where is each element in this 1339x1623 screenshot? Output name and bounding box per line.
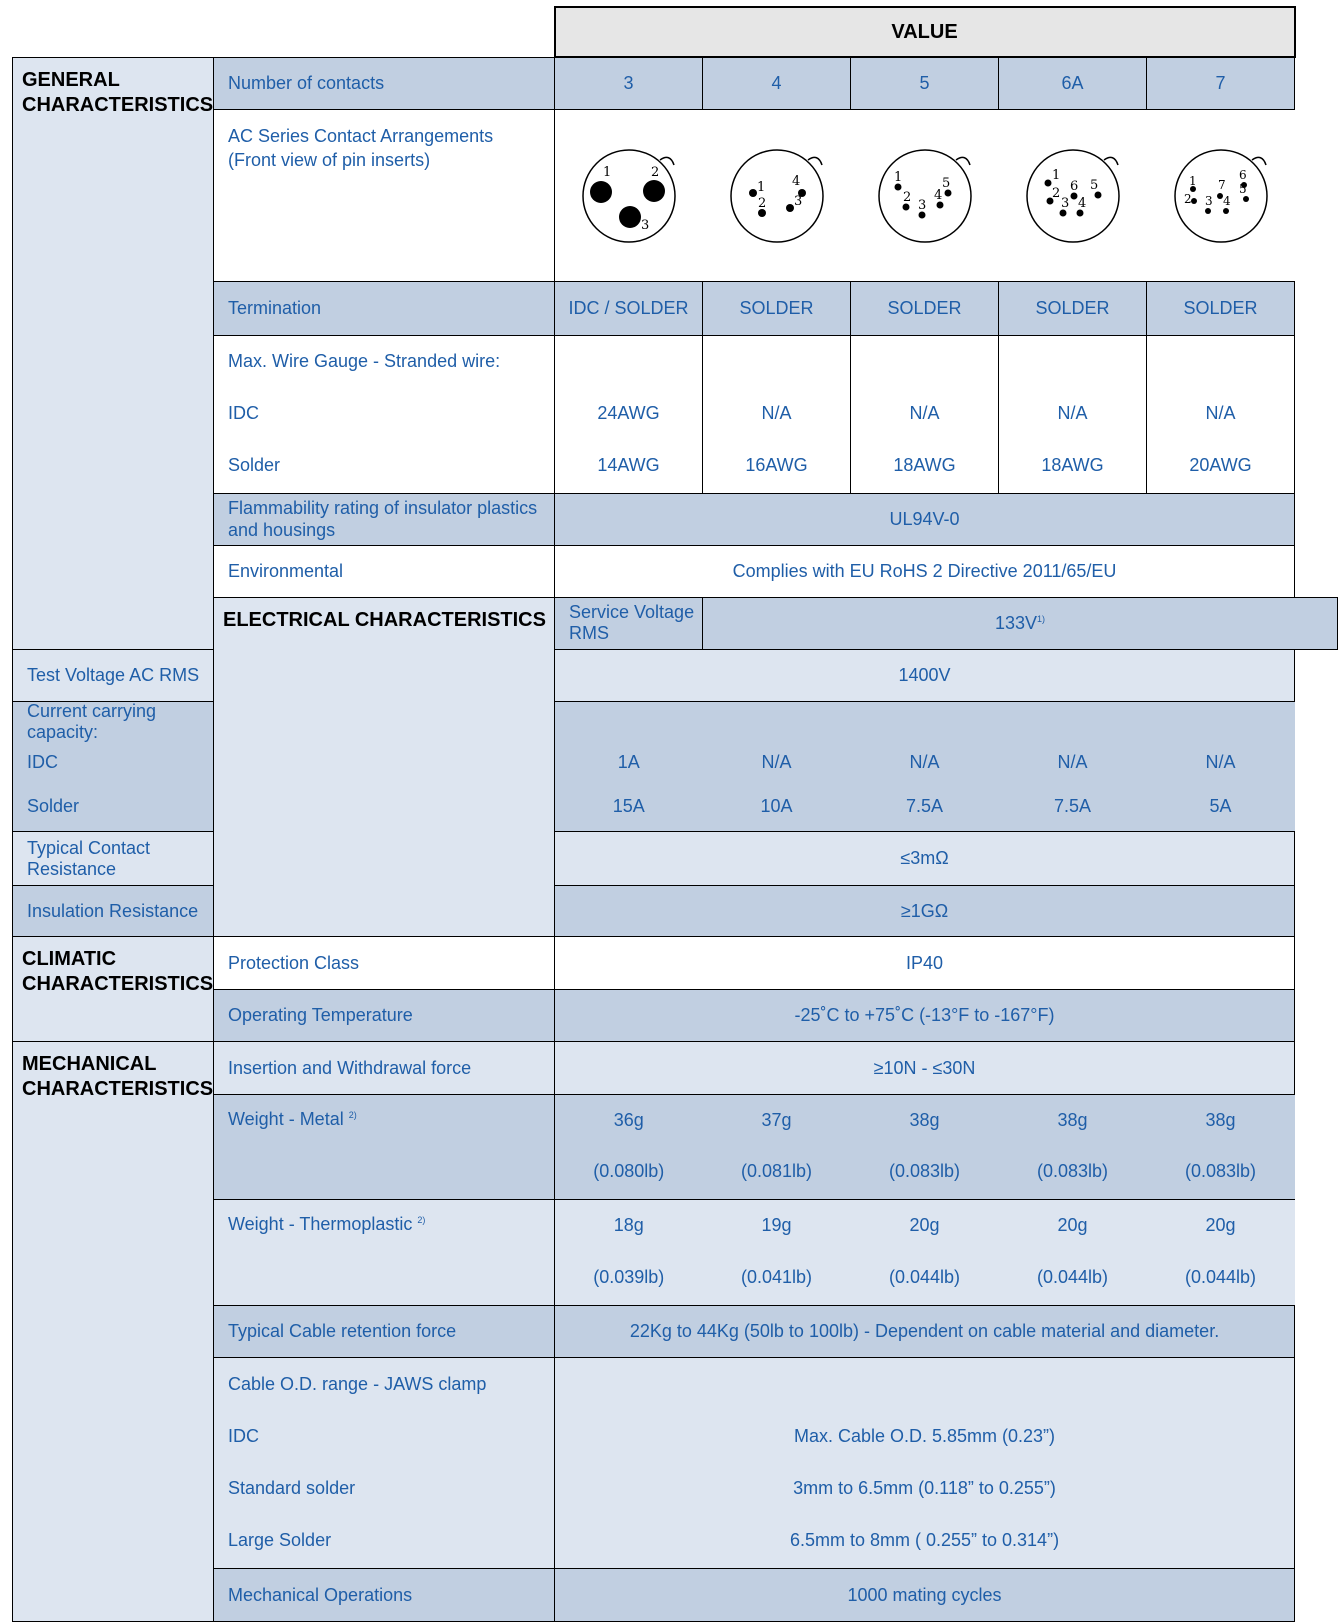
pin-label: 2 [650,164,660,180]
pin-label: 1 [1188,173,1197,188]
weight-metal-label: Weight - Metal [228,1108,344,1129]
pin-label: 4 [1077,195,1086,211]
weight-thermo-lb: (0.041lb) [740,1267,813,1288]
pin-label: 5 [1089,177,1098,193]
pin-label: 6 [1069,178,1078,194]
cable-od-idc-label: IDC [228,1425,259,1446]
cable-od-std-label: Standard solder [228,1477,356,1498]
connector-7-pin-diagram [1166,141,1276,251]
row-protection [13,937,1338,990]
current-solder-value: 7.5A [1053,795,1092,816]
termination-value: SOLDER [1147,282,1295,336]
cable-retention-value: 22Kg to 44Kg (50lb to 100lb) - Dependent on cable material and diameter. [555,1305,1295,1358]
pin-label: 2 [757,195,766,211]
contacts-value: 7 [1147,57,1295,110]
row-current [13,702,1338,832]
weight-thermo-label-cell [214,1199,555,1305]
current-cell [999,702,1147,832]
current-solder-value: 5A [1209,795,1232,816]
cable-od-idc-value: Max. Cable O.D. 5.85mm (0.23”) [793,1425,1056,1446]
current-idc-value: N/A [1205,751,1236,772]
operating-temp-label: Operating Temperature [214,989,555,1042]
pin-label: 5 [941,175,950,191]
cable-od-large-value: 6.5mm to 8mm ( 0.255” to 0.314”) [789,1529,1060,1550]
footnote-2: 2) [348,1109,357,1120]
weight-metal-lb: (0.083lb) [1036,1161,1109,1182]
flammability-label [214,494,555,545]
service-voltage-label: Service Voltage RMS [555,598,703,649]
wire-gauge-cell [555,335,703,494]
cable-od-std-value: 3mm to 6.5mm (0.118” to 0.255”) [793,1477,1056,1498]
operating-temp-value: -25˚C to +75˚C (-13°F to -167°F) [555,989,1295,1042]
wire-gauge-solder-value: 14AWG [597,455,660,476]
wire-gauge-idc-label: IDC [228,403,259,424]
wire-gauge-idc-value: N/A [1057,403,1088,424]
wire-gauge-idc-value: 24AWG [597,403,660,424]
wire-gauge-solder-value: 20AWG [1189,455,1252,476]
current-solder-value: 15A [612,795,645,816]
row-insertion [13,1042,1338,1095]
environmental-value: Complies with EU RoHS 2 Directive 2011/65/EU [555,545,1295,598]
section-general: GENERAL CHARACTERISTICS [13,57,214,649]
weight-thermo-cell [703,1199,851,1305]
insulation-value: ≥1GΩ [555,885,1295,936]
weight-thermo-g: 18g [613,1215,644,1236]
current-solder-value: 10A [760,795,793,816]
row-contacts [13,57,1338,110]
weight-thermo-cell [1147,1199,1295,1305]
current-cell [703,702,851,832]
weight-thermo-g: 20g [1057,1215,1088,1236]
weight-thermo-cell [555,1199,703,1305]
weight-metal-g: 38g [1205,1109,1236,1130]
protection-value: IP40 [555,937,1295,990]
wire-gauge-cell [1147,335,1295,494]
pin-label: 5 [1238,181,1247,196]
pin-label: 3 [640,217,650,233]
flammability-label-line2: and housings [228,520,336,541]
section-mechanical: MECHANICAL CHARACTERISTICS [13,1042,214,1622]
header-blank [13,7,555,57]
mech-ops-value: 1000 mating cycles [555,1569,1295,1622]
weight-metal-g: 38g [909,1109,940,1130]
wire-gauge-idc-value: N/A [761,403,792,424]
contacts-value: 4 [703,57,851,110]
pin-label: 2 [1051,185,1060,201]
weight-metal-cell [999,1094,1147,1199]
weight-metal-cell [555,1094,703,1199]
pin-label: 3 [1060,195,1069,211]
protection-label: Protection Class [214,937,555,990]
contacts-value: 3 [555,57,703,110]
row-contact-resistance [13,832,1338,886]
contacts-value: 5 [851,57,999,110]
pin-label: 1 [893,169,902,185]
current-label: Current carrying capacity: [27,701,157,743]
termination-value: SOLDER [851,282,999,336]
cable-od-values [555,1358,1295,1569]
current-label-cell [13,702,214,832]
pin-label: 1 [756,179,765,195]
connector-5pin [851,110,999,282]
weight-metal-cell [1147,1094,1295,1199]
termination-value: SOLDER [999,282,1147,336]
arrangements-label [214,110,555,282]
test-voltage-label: Test Voltage AC RMS [13,649,214,702]
wire-gauge-cell [999,335,1147,494]
pin-label: 1 [602,164,612,180]
weight-thermo-label: Weight - Thermoplastic [228,1213,413,1234]
pin-label: 4 [933,187,942,203]
weight-metal-g: 36g [613,1109,644,1130]
cable-od-label-cell [214,1358,555,1569]
row-insulation [13,885,1338,936]
current-idc-value: 1A [617,751,640,772]
weight-metal-lb: (0.083lb) [888,1161,961,1182]
pin-label: 3 [1204,193,1213,208]
flammability-value: UL94V-0 [555,494,1295,545]
termination-value: SOLDER [703,282,851,336]
service-voltage-value: 133V [994,612,1038,633]
pin-label: 6 [1238,167,1247,182]
test-voltage-value: 1400V [555,649,1295,702]
wire-gauge-solder-value: 18AWG [1041,455,1104,476]
connector-5-pin-diagram [870,141,980,251]
footnote-1: 1) [1037,613,1046,624]
wire-gauge-label: Max. Wire Gauge - Stranded wire: [228,351,501,372]
weight-metal-cell [703,1094,851,1199]
contact-resistance-value: ≤3mΩ [555,832,1295,886]
flammability-label-line1: Flammability rating of insulator plastics [228,498,538,519]
pin-label: 4 [1222,193,1231,208]
wire-gauge-cell [851,335,999,494]
weight-thermo-g: 20g [1205,1215,1236,1236]
contacts-label: Number of contacts [214,57,555,110]
pin-label: 7 [1217,177,1226,192]
current-cell [1147,702,1295,832]
section-electrical: ELECTRICAL CHARACTERISTICS [214,598,555,937]
current-cell [851,702,999,832]
connector-6a-pin-diagram [1018,141,1128,251]
wire-gauge-solder-value: 16AWG [745,455,808,476]
weight-thermo-cell [851,1199,999,1305]
weight-metal-g: 37g [761,1109,792,1130]
environmental-label: Environmental [214,545,555,598]
weight-metal-cell [851,1094,999,1199]
service-voltage-cell [703,598,1338,649]
current-solder-value: 7.5A [905,795,944,816]
connector-4-pin-diagram [722,141,832,251]
mech-ops-label: Mechanical Operations [214,1569,555,1622]
cable-od-large-label: Large Solder [228,1529,332,1550]
weight-thermo-lb: (0.039lb) [593,1267,665,1288]
wire-gauge-solder-label: Solder [228,455,281,476]
connector-4pin [703,110,851,282]
value-header: VALUE [555,7,1295,57]
weight-metal-lb: (0.083lb) [1184,1161,1257,1182]
weight-metal-label-cell [214,1094,555,1199]
weight-thermo-g: 20g [909,1215,940,1236]
wire-gauge-cell [703,335,851,494]
wire-gauge-label-cell [214,335,555,494]
weight-metal-lb: (0.080lb) [593,1161,665,1182]
arrangements-label-line1: AC Series Contact Arrangements [228,126,494,147]
termination-label: Termination [214,282,555,336]
footnote-2: 2) [417,1214,426,1225]
row-test-voltage [13,649,1338,702]
weight-thermo-cell [999,1199,1147,1305]
section-climatic: CLIMATIC CHARACTERISTICS [13,937,214,1042]
weight-metal-lb: (0.081lb) [740,1161,813,1182]
insulation-label: Insulation Resistance [13,885,214,936]
pin-label: 1 [1051,167,1060,183]
insertion-value: ≥10N - ≤30N [555,1042,1295,1095]
contacts-value: 6A [999,57,1147,110]
current-idc-value: N/A [909,751,940,772]
connector-3-pin-diagram [574,141,684,251]
wire-gauge-idc-value: N/A [1205,403,1236,424]
insertion-label: Insertion and Withdrawal force [214,1042,555,1095]
wire-gauge-solder-value: 18AWG [893,455,956,476]
pin-label: 3 [793,193,802,209]
connector-7pin [1147,110,1295,282]
current-idc-value: N/A [1057,751,1088,772]
weight-thermo-lb: (0.044lb) [1036,1267,1109,1288]
connector-3pin [555,110,703,282]
pin-label: 2 [1183,191,1192,206]
current-solder-label: Solder [27,795,80,816]
contact-resistance-label: Typical Contact Resistance [13,832,214,886]
weight-thermo-lb: (0.044lb) [1184,1267,1257,1288]
current-cell [555,702,703,832]
current-idc-value: N/A [761,751,792,772]
weight-thermo-lb: (0.044lb) [888,1267,961,1288]
pin-label: 4 [791,173,800,189]
termination-value: IDC / SOLDER [555,282,703,336]
cable-retention-label: Typical Cable retention force [214,1305,555,1358]
pin-label: 2 [902,189,911,205]
connector-6pin [999,110,1147,282]
arrangements-label-line2: (Front view of pin inserts) [228,150,431,171]
current-idc-label: IDC [27,751,58,772]
weight-metal-g: 38g [1057,1109,1088,1130]
wire-gauge-idc-value: N/A [909,403,940,424]
cable-od-label: Cable O.D. range - JAWS clamp [228,1373,487,1394]
pin-label: 3 [917,197,926,213]
weight-thermo-g: 19g [761,1215,792,1236]
specification-table [12,6,1338,1622]
